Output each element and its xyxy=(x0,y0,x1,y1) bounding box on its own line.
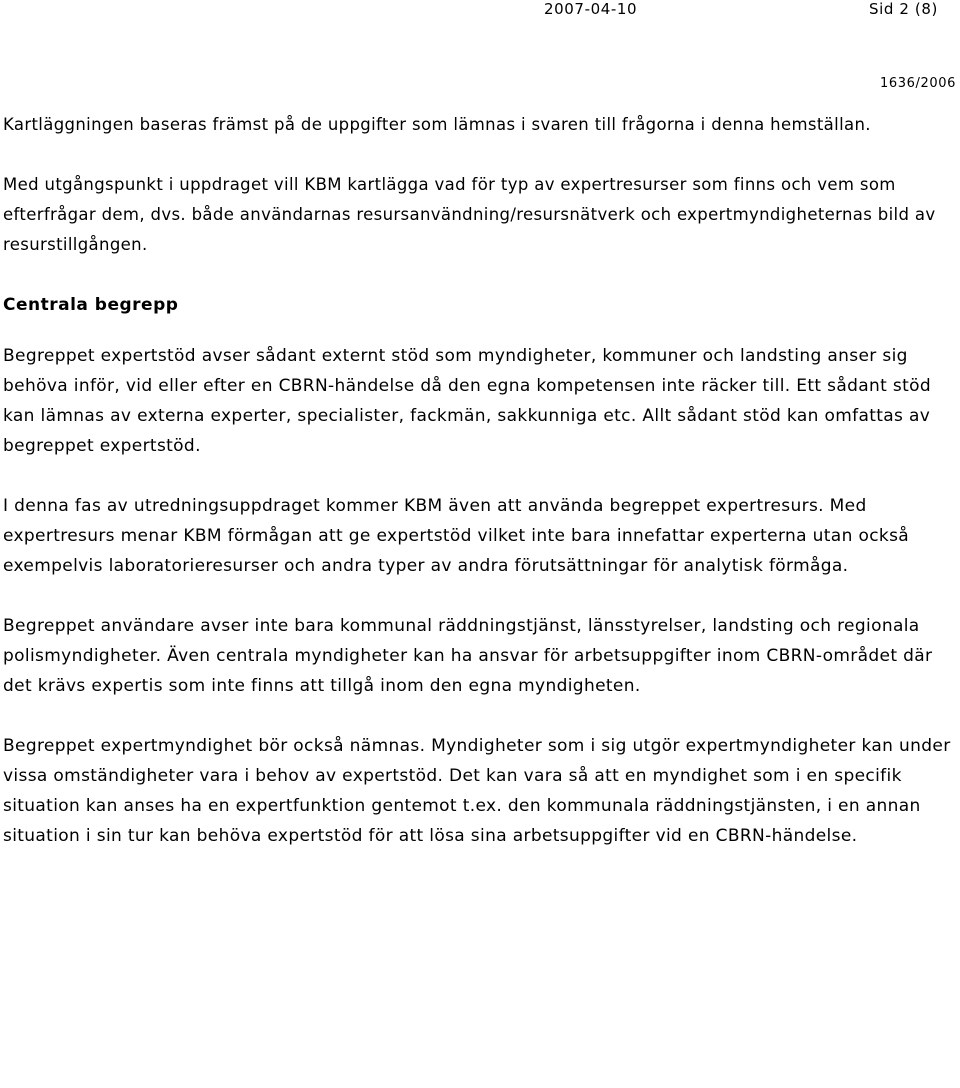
paragraph-expertmyndighet: Begreppet expertmyndighet bör också nämnas. Myndigheter som i sig utgör expertmyndigheter kan under vissa omständigheter vara i behov av expertstöd. Det kan vara så att en myndighet som i en specifik situation kan anses ha en expertfunktion gentemot t.ex. den kommunala räddningstjänsten, i en annan situation i sin tur kan behöva expertstöd för att lösa sina arbetsuppgifter vid en CBRN-händelse. xyxy=(3,736,951,846)
page-number: Sid 2 (8) xyxy=(869,0,938,18)
intro-paragraph: Kartläggningen baseras främst på de uppgifter som lämnas i svaren till frågorna i denna hemställan. xyxy=(3,115,871,134)
section-heading: Centrala begrepp xyxy=(3,295,179,315)
paragraph-expertstod: Begreppet expertstöd avser sådant externt stöd som myndigheter, kommuner och landsting anser sig behöva inför, vid eller efter en CBRN-händelse då den egna kompetensen inte räcker till. Ett sådant stöd kan lämnas av externa experter, specialister, fackmän, sakkunniga etc. Allt sådant stöd kan omfattas av begreppet expertstöd. xyxy=(3,346,932,456)
document-reference: 1636/2006 xyxy=(880,76,956,91)
paragraph-expertresurs: I denna fas av utredningsuppdraget kommer KBM även att använda begreppet expertresurs. Med expertresurs menar KBM förmågan att ge expertstöd vilket inte bara innefattar experterna utan också exempelvis laboratorieresurser och andra typer av andra förutsättningar för analytisk förmåga. xyxy=(3,496,910,576)
purpose-paragraph: Med utgångspunkt i uppdraget vill KBM kartlägga vad för typ av expertresurser som finns och vem som efterfrågar dem, dvs. både användarnas resursanvändning/resursnätverk och expertmyndigheternas bild av resurstillgången. xyxy=(3,175,936,254)
header-date: 2007-04-10 xyxy=(544,0,638,18)
document-body xyxy=(3,110,953,851)
paragraph-anvandare: Begreppet användare avser inte bara kommunal räddningstjänst, länsstyrelser, landsting och regionala polismyndigheter. Även centrala myndigheter kan ha ansvar för arbetsuppgifter inom CBRN-området där det krävs expertis som inte finns att tillgå inom den egna myndigheten. xyxy=(3,616,933,696)
